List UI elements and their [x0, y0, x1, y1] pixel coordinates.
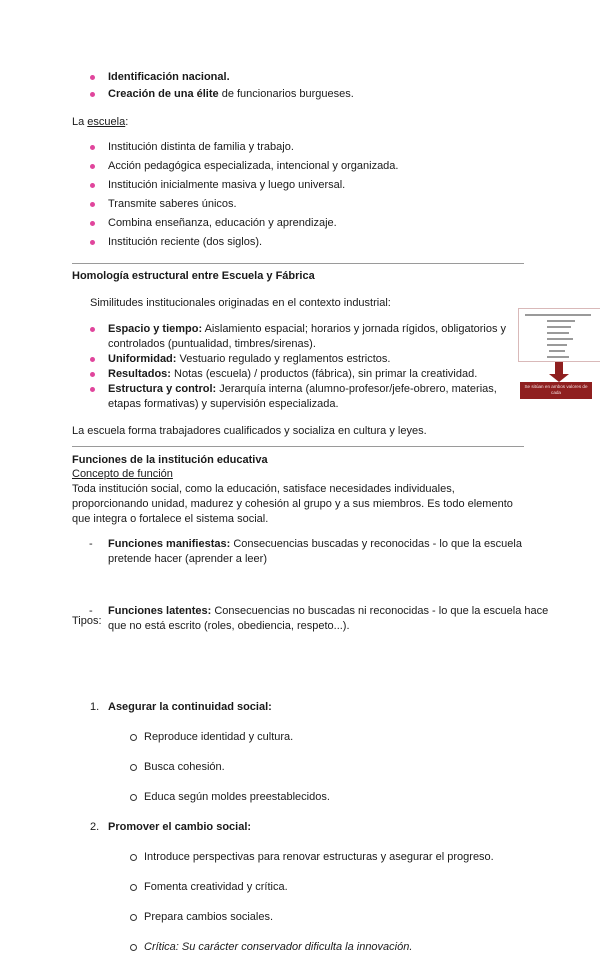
dash-item	[72, 537, 563, 567]
bullet-icon	[90, 240, 95, 245]
item-text: Combina enseñanza, educación y aprendizaje.	[108, 217, 337, 229]
item-text: Transmite saberes únicos.	[108, 198, 237, 210]
circle-bullet-icon	[130, 884, 137, 891]
escuela-suffix: :	[125, 116, 129, 128]
bullet-icon	[90, 164, 95, 169]
item-bold: Funciones manifiestas:	[108, 538, 231, 550]
list-item	[72, 197, 532, 216]
critica-text: Crítica: Su carácter conservador dificulta la innovación.	[144, 941, 413, 953]
item-text: Acción pedagógica especializada, intencional y organizada.	[108, 160, 399, 172]
thumb-line	[549, 350, 565, 352]
dash-marker: -	[89, 538, 93, 550]
item-text: Consecuencias no buscadas ni reconocidas - lo que la escuela hace que no está escrito (roles, obediencia, respeto...).	[108, 605, 549, 632]
circle-bullet-icon	[130, 794, 137, 801]
list-item	[72, 352, 518, 367]
item-text: Educa según moldes preestablecidos.	[144, 791, 330, 803]
section-intro: Similitudes institucionales originadas en el contexto industrial:	[90, 297, 391, 309]
divider	[72, 446, 524, 447]
numbered-item	[72, 700, 563, 715]
list-item	[72, 322, 518, 352]
item-text: Aislamiento espacial; horarios y jornada rígidos, obligatorios y controlados (puntualidad, timbres/sirenas).	[108, 323, 507, 350]
list-item	[72, 382, 518, 412]
number-marker: 2.	[90, 821, 100, 833]
sub-item	[72, 910, 599, 925]
item-bold: Creación de una élite	[108, 88, 219, 100]
dash-marker: -	[89, 605, 93, 617]
escuela-heading	[72, 115, 128, 130]
item-bold: Asegurar la continuidad social:	[108, 701, 272, 713]
item-bold: Uniformidad:	[108, 353, 177, 365]
concept-title: Concepto de función	[72, 468, 173, 480]
item-text: Consecuencias buscadas y reconocidas - lo que la escuela pretende hacer (aprender a leer)	[108, 538, 522, 565]
item-text: Vestuario regulado y reglamentos estrictos.	[176, 353, 391, 365]
item-text: Fomenta creatividad y crítica.	[144, 881, 288, 893]
section-title: Homología estructural entre Escuela y Fábrica	[72, 270, 315, 282]
number-marker: 1.	[90, 701, 100, 713]
bullet-icon	[90, 221, 95, 226]
circle-bullet-icon	[130, 734, 137, 741]
thumb-line	[525, 314, 591, 316]
section-title: Funciones de la institución educativa	[72, 454, 268, 466]
item-bold: Identificación nacional.	[108, 71, 230, 83]
list-item	[72, 216, 532, 235]
item-text: Notas (escuela) / productos (fábrica), sin primar la creatividad.	[170, 368, 478, 380]
item-text: Institución reciente (dos siglos).	[108, 236, 263, 248]
item-text: Reproduce identidad y cultura.	[144, 731, 294, 743]
thumb-line	[547, 356, 569, 358]
bullet-icon	[90, 387, 95, 392]
sub-item	[72, 760, 599, 775]
item-text: de funcionarios burgueses.	[218, 88, 354, 100]
list-item	[72, 70, 532, 85]
item-text: Introduce perspectivas para renovar estructuras y asegurar el progreso.	[144, 851, 494, 863]
homologia-list	[72, 322, 518, 412]
sub-item	[72, 730, 599, 745]
thumb-line	[547, 332, 569, 334]
diagram-thumbnail	[518, 308, 600, 362]
divider	[72, 263, 524, 264]
arrow-head-icon	[549, 374, 569, 382]
list-item	[72, 178, 532, 197]
dash-item	[72, 604, 563, 634]
bullet-icon	[90, 92, 95, 97]
item-text: Institución inicialmente masiva y luego universal.	[108, 179, 346, 191]
tipos-label: Tipos:	[72, 615, 102, 627]
item-bold: Espacio y tiempo:	[108, 323, 203, 335]
item-bold: Estructura y control:	[108, 383, 217, 395]
bullet-icon	[90, 75, 95, 80]
escuela-list	[72, 140, 532, 254]
thumbnail-caption: Se sitúan en ambos valores de cada	[520, 382, 592, 399]
item-bold: Resultados:	[108, 368, 171, 380]
sub-item	[72, 850, 599, 865]
list-item	[72, 159, 532, 178]
list-item	[72, 367, 518, 382]
section-conclusion: La escuela forma trabajadores cualificados y socializa en cultura y leyes.	[72, 425, 427, 437]
thumb-line	[547, 338, 573, 340]
circle-bullet-icon	[130, 764, 137, 771]
bullet-icon	[90, 372, 95, 377]
item-text: Busca cohesión.	[144, 761, 225, 773]
item-text: Prepara cambios sociales.	[144, 911, 274, 923]
item-bold: Funciones latentes:	[108, 605, 212, 617]
bullet-icon	[90, 145, 95, 150]
escuela-prefix: La	[72, 116, 88, 128]
circle-bullet-icon	[130, 854, 137, 861]
top-bullet-list	[72, 70, 532, 102]
sub-item	[72, 880, 599, 895]
item-text: Institución distinta de familia y trabajo.	[108, 141, 294, 153]
bullet-icon	[90, 327, 95, 332]
sub-item	[72, 940, 599, 955]
list-item	[72, 235, 532, 254]
list-item	[72, 87, 532, 102]
thumb-line	[547, 326, 571, 328]
thumb-line	[547, 320, 575, 322]
item-bold: Promover el cambio social:	[108, 821, 252, 833]
bullet-icon	[90, 202, 95, 207]
bullet-icon	[90, 357, 95, 362]
bullet-icon	[90, 183, 95, 188]
thumb-line	[547, 344, 567, 346]
list-item	[72, 140, 532, 159]
numbered-item	[72, 820, 563, 835]
item-text: Jerarquía interna (alumno-profesor/jefe-obrero, materias, etapas formativas) y supervisión especializada.	[108, 383, 497, 410]
sub-item	[72, 790, 599, 805]
escuela-word: escuela	[87, 116, 126, 128]
concept-text: Toda institución social, como la educación, satisface necesidades individuales, proporcionando unidad, madurez y cohesión al grupo y a sus miembros. Es todo elemento que integra o fortalece el sistema social.	[72, 483, 513, 525]
circle-bullet-icon	[130, 914, 137, 921]
circle-bullet-icon	[130, 944, 137, 951]
